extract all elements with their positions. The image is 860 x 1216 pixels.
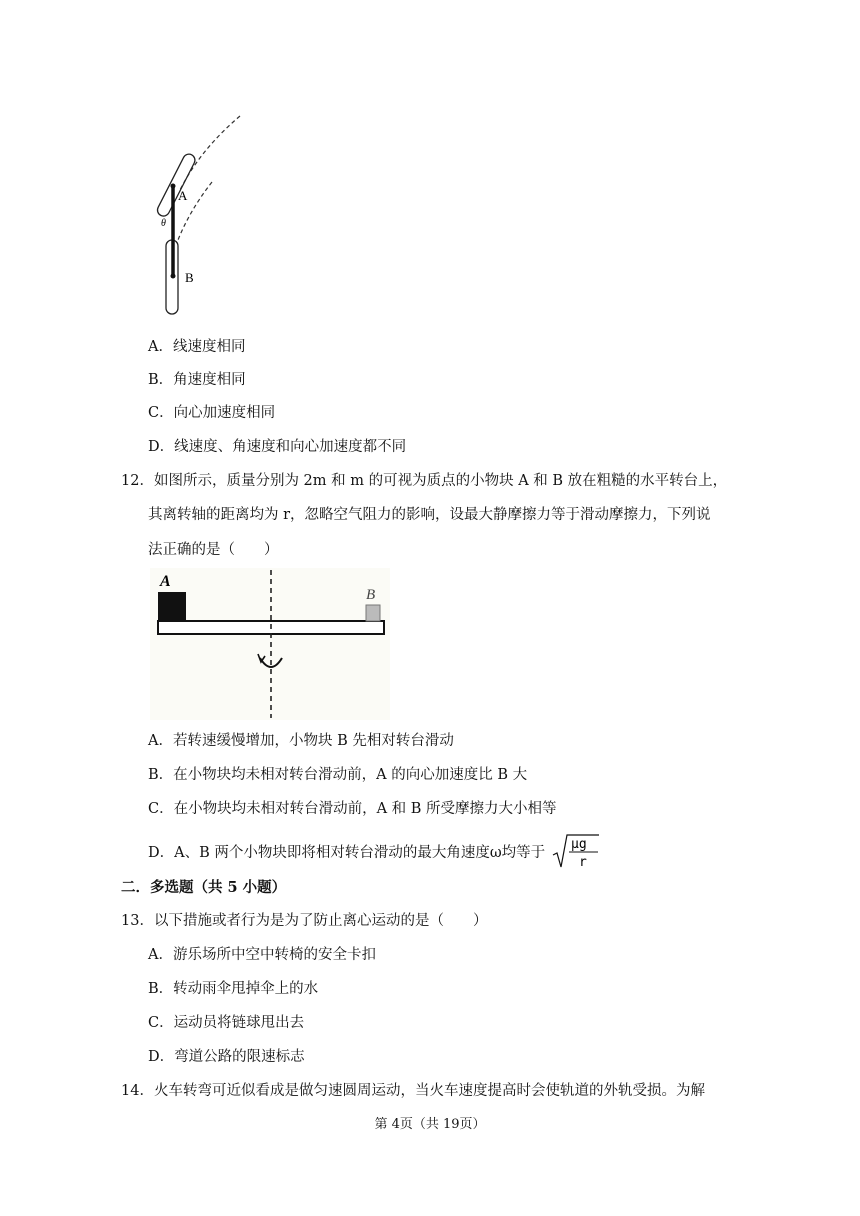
label-a: A [178, 188, 188, 203]
label-theta: θ [161, 218, 166, 229]
q11-option-b: B．角速度相同 [148, 372, 246, 388]
q13-option-d: D．弯道公路的限速标志 [148, 1049, 305, 1065]
block-b-label: B [366, 587, 376, 603]
page-footer: 第 4页（共 19页） [374, 1117, 486, 1132]
q12-option-a: A．若转速缓慢增加，小物块 B 先相对转台滑动 [148, 733, 454, 749]
q12-option-d-text: D．A、B 两个小物块即将相对转台滑动的最大角速度ω均等于 [148, 845, 546, 861]
q13-option-c: C．运动员将链球甩出去 [148, 1015, 305, 1031]
formula-denominator: r [578, 855, 587, 870]
q11-option-c: C．向心加速度相同 [148, 405, 276, 421]
block-b [366, 605, 380, 621]
q11-option-a: A．线速度相同 [148, 339, 246, 355]
q13-stem: 13．以下措施或者行为是为了防止离心运动的是（ ） [121, 913, 488, 929]
point-a [171, 184, 176, 189]
formula-numerator: μg [570, 837, 587, 852]
figure-background [150, 568, 390, 720]
outer-trajectory-arc [180, 116, 240, 190]
q14-stem: 14．火车转弯可近似看成是做匀速圆周运动，当火车速度提高时会使轨道的外轨受损。为解 [121, 1083, 705, 1099]
block-a-label: A [160, 573, 171, 590]
q12-stem-line2: 其离转轴的距离均为 r，忽略空气阻力的影响，设最大静摩擦力等于滑动摩擦力，下列说 [148, 507, 711, 523]
q11-option-d: D．线速度、角速度和向心加速度都不同 [148, 439, 407, 455]
q12-option-d [148, 833, 600, 871]
q13-option-a: A．游乐场所中空中转椅的安全卡扣 [148, 947, 376, 963]
block-a [158, 592, 186, 621]
upper-tube [155, 152, 197, 218]
q13-option-b: B．转动雨伞甩掉伞上的水 [148, 981, 319, 997]
point-b [171, 274, 176, 279]
sqrt-formula [552, 833, 600, 871]
label-b: B [185, 270, 194, 285]
section-title: 二．多选题（共 5 小题） [121, 879, 287, 896]
turntable-figure [150, 568, 390, 720]
q12-stem-line1: 12．如图所示，质量分别为 2m 和 m 的可视为质点的小物块 A 和 B 放在粗糙的水平转台上， [121, 473, 728, 489]
q12-option-c: C．在小物块均未相对转台滑动前，A 和 B 所受摩擦力大小相等 [148, 801, 557, 817]
q12-option-b: B．在小物块均未相对转台滑动前，A 的向心加速度比 B 大 [148, 767, 528, 783]
q12-stem-line3: 法正确的是（ ） [148, 542, 279, 558]
rod-figure [140, 110, 260, 322]
